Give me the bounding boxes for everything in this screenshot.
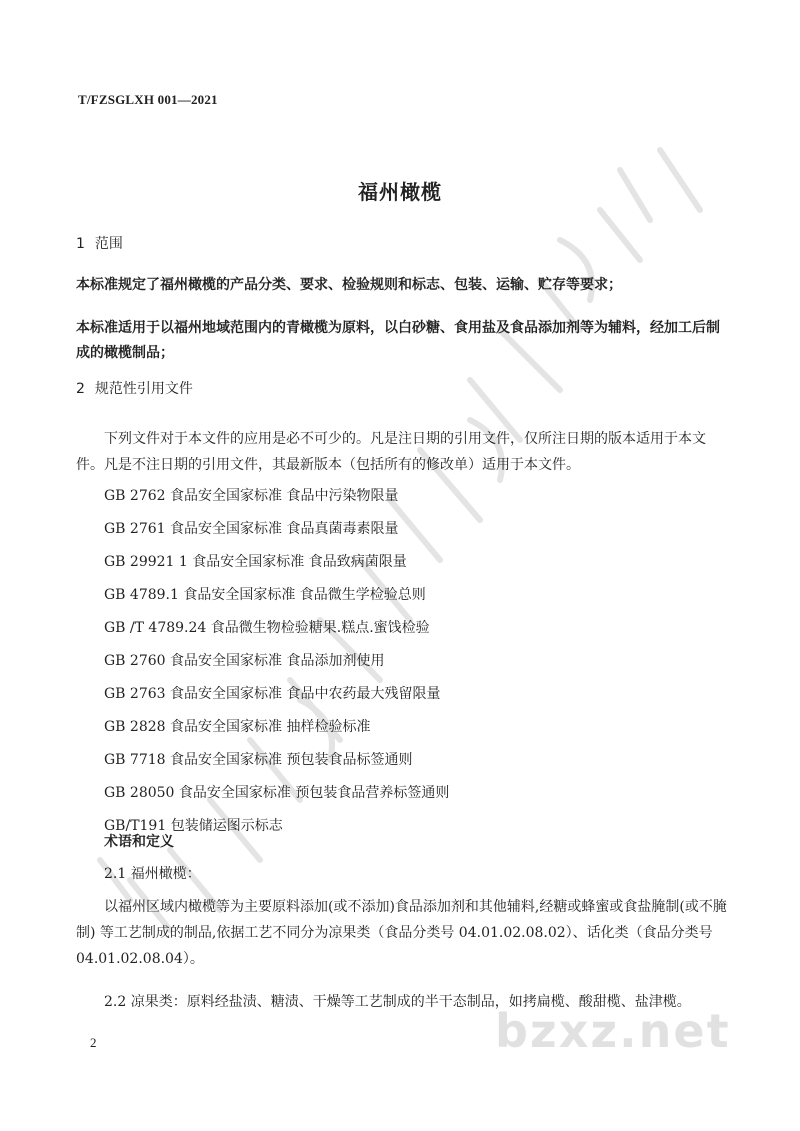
- term-1-definition: [76, 894, 731, 972]
- references-intro-text: 下列文件对于本文件的应用是必不可少的。凡是注日期的引用文件，仅所注日期的版本适用于本文件。凡是不注日期的引用文件，其最新版本（包括所有的修改单）适用于本文件。: [76, 431, 706, 473]
- reference-item: GB 4789.1 食品安全国家标准 食品微生学检验总则: [104, 587, 426, 603]
- term-2: 2.2 凉果类：原料经盐渍、糖渍、干燥等工艺制成的半干态制品，如拷扁榄、酸甜榄、盐津榄。: [104, 994, 691, 1010]
- reference-item: GB/T191 包装储运图示标志: [104, 818, 283, 834]
- reference-item: GB 2828 食品安全国家标准 抽样检验标准: [104, 719, 371, 735]
- scope-paragraph-1: 本标准规定了福州橄榄的产品分类、要求、检验规则和标志、包装、运输、贮存等要求；: [76, 277, 622, 293]
- site-watermark: bzxz.net: [495, 1004, 731, 1058]
- section-2-number: 2: [76, 381, 85, 397]
- reference-item: GB 28050 食品安全国家标准 预包装食品营养标签通则: [104, 785, 450, 801]
- document-id: T/FZSGLXH 001—2021: [78, 92, 218, 107]
- reference-item: GB 2763 食品安全国家标准 食品中农药最大残留限量: [104, 686, 441, 702]
- reference-item: GB 2761 食品安全国家标准 食品真菌毒素限量: [104, 521, 399, 537]
- section-1-heading: [76, 233, 123, 253]
- section-1-title: 范围: [94, 236, 123, 252]
- page-title: 福州橄榄: [358, 180, 442, 204]
- references-intro: [76, 426, 731, 478]
- section-1-number: 1: [76, 236, 85, 252]
- terms-heading: 术语和定义: [104, 834, 174, 850]
- reference-item: GB 2760 食品安全国家标准 食品添加剂使用: [104, 653, 385, 669]
- term-1-label: 2.1 福州橄榄：: [104, 866, 201, 882]
- section-2-heading: [76, 378, 193, 398]
- reference-item: GB 7718 食品安全国家标准 预包装食品标签通则: [104, 752, 413, 768]
- scope-paragraph-2: 本标准适用于以福州地域范围内的青橄榄为原料，以白砂糖、食用盐及食品添加剂等为辅料，经加工后制成的橄榄制品；: [76, 320, 720, 361]
- reference-item: GB 29921 1 食品安全国家标准 食品致病菌限量: [104, 554, 407, 570]
- section-2-title: 规范性引用文件: [94, 381, 193, 397]
- reference-list: [104, 484, 449, 847]
- reference-item: GB 2762 食品安全国家标准 食品中污染物限量: [104, 488, 399, 504]
- term-1-definition-text: 以福州区域内橄榄等为主要原料添加(或不添加)食品添加剂和其他辅料,经糖或蜂蜜或食盐腌制(或不腌制) 等工艺制成的制品,依据工艺不同分为凉果类（食品分类号 04.01.02.08.02）、话化类（食品分类号 04.01.02.08.04）。: [76, 899, 727, 967]
- reference-item: GB /T 4789.24 食品微生物检验糖果.糕点.蜜饯检验: [104, 620, 430, 636]
- page-number: 2: [90, 1035, 97, 1050]
